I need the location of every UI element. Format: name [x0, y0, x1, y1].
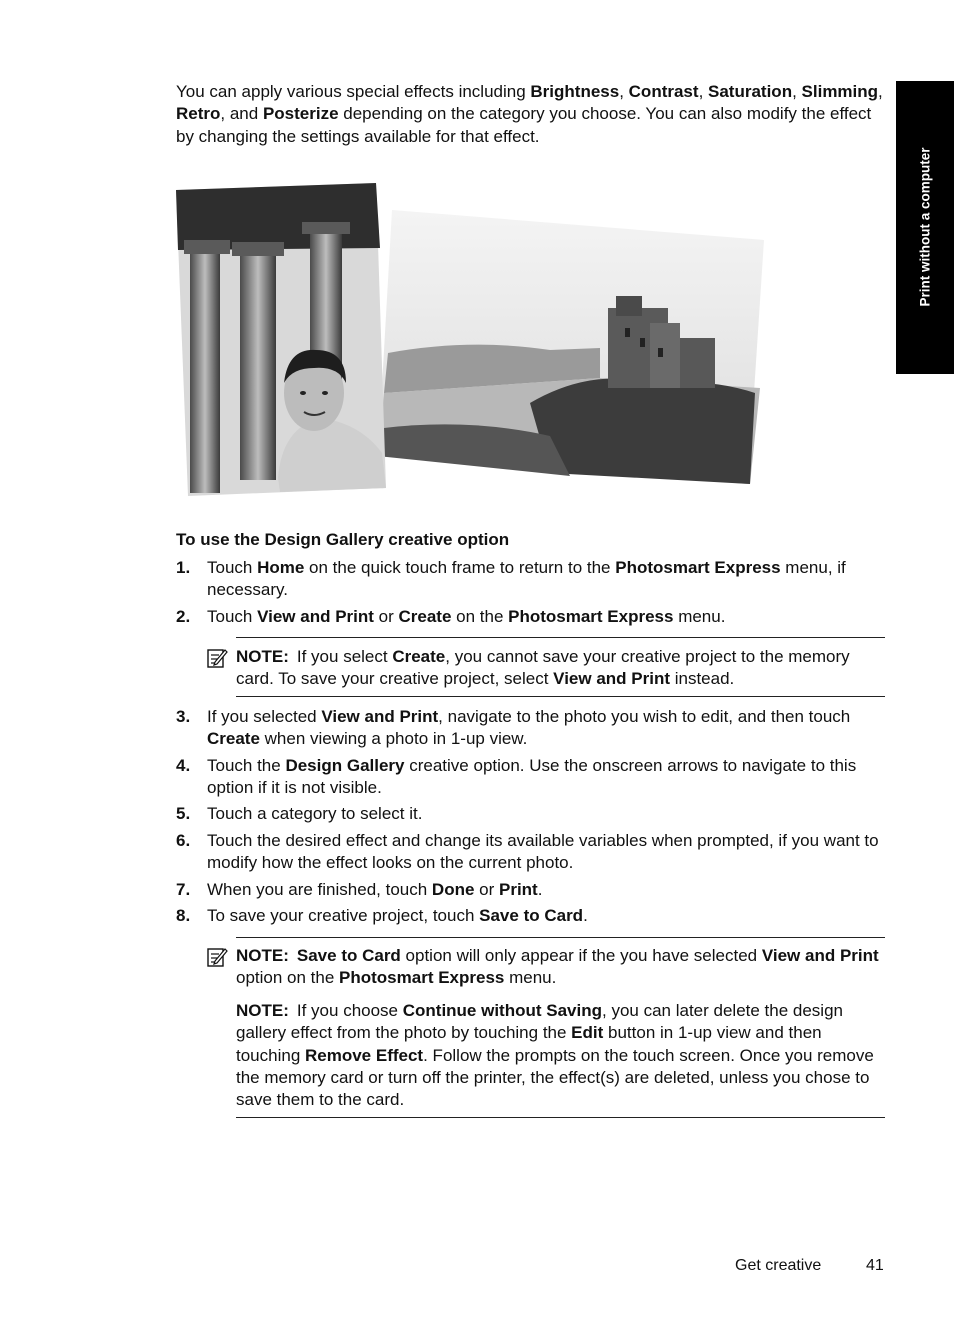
- step-8: [176, 905, 888, 927]
- note-rule-bottom: [236, 1117, 885, 1118]
- step-text: Touch Home on the quick touch frame to return to the Photosmart Express menu, if necessary.: [207, 558, 846, 600]
- note-text: NOTE: If you choose Continue without Saving, you can later delete the design gallery effect from the photo by touching the Edit button in 1-up view and then touching Remove Effect. Follow the prompts on the touch screen. Once you remove the memory card or turn off the printer, the effect(s) are deleted, unless you chose to save them to the card.: [236, 1001, 874, 1110]
- step-text: To save your creative project, touch Save to Card.: [207, 906, 588, 925]
- step-text: Touch a category to select it.: [207, 804, 423, 823]
- step-6: [176, 830, 888, 875]
- footer-page-number: 41: [866, 1257, 884, 1274]
- note-text: NOTE: If you select Create, you cannot save your creative project to the memory card. To save your creative project, select View and Print instead.: [236, 647, 850, 689]
- intro-text: depending on the category you choose. You can also modify the effect by changing the settings available for that effect.: [176, 104, 872, 146]
- intro-text: ,: [619, 82, 629, 101]
- intro-text: ,: [792, 82, 802, 101]
- step-number: 1.: [176, 558, 191, 577]
- step-number: 2.: [176, 607, 191, 626]
- intro-bold: Saturation: [708, 82, 793, 101]
- intro-bold: Brightness: [530, 82, 620, 101]
- intro-bold: Contrast: [628, 82, 699, 101]
- footer-section-title: Get creative: [735, 1257, 822, 1274]
- note-rule-top: [236, 937, 885, 938]
- intro-text: ,: [698, 82, 709, 101]
- procedure-heading: To use the Design Gallery creative option: [176, 530, 510, 549]
- step-number: 5.: [176, 804, 191, 823]
- step-number: 8.: [176, 906, 191, 925]
- step-number: 4.: [176, 756, 191, 775]
- intro-text: , and: [220, 104, 263, 124]
- note-icon: [206, 946, 228, 968]
- step-text: If you selected View and Print, navigate to the photo you wish to edit, and then touch Create when viewing a photo in 1-up view.: [207, 707, 851, 749]
- note-icon: [206, 647, 228, 669]
- step-text: When you are finished, touch Done or Print.: [207, 880, 543, 899]
- step-text: Touch the Design Gallery creative option. Use the onscreen arrows to navigate to this option if it is not visible.: [207, 756, 857, 798]
- note-rule-top: [236, 637, 885, 638]
- step-3: [176, 706, 888, 751]
- step-number: 3.: [176, 707, 191, 726]
- step-text: Touch View and Print or Create on the Photosmart Express menu.: [207, 607, 726, 626]
- step-number: 6.: [176, 831, 191, 850]
- intro-paragraph: [176, 81, 888, 148]
- columns-photo: [176, 183, 386, 496]
- step-1: [176, 557, 888, 602]
- step-number: 7.: [176, 880, 191, 899]
- intro-bold: Retro: [176, 104, 221, 124]
- step-7: [176, 879, 888, 901]
- note-rule-bottom: [236, 696, 885, 697]
- step-5: [176, 803, 888, 825]
- intro-text: You can apply various special effects including: [176, 82, 531, 101]
- intro-bold: Slimming: [801, 82, 879, 101]
- side-tab: [896, 81, 954, 374]
- step-text: Touch the desired effect and change its available variables when prompted, if you want to modify how the effect looks on the current photo.: [207, 831, 879, 873]
- intro-bold: Posterize: [262, 104, 339, 124]
- intro-text: ,: [878, 82, 883, 101]
- castle-photo: [378, 210, 764, 484]
- note-text: NOTE: Save to Card option will only appear if the you have selected View and Print option on the Photosmart Express menu.: [236, 946, 879, 988]
- step-4: [176, 755, 888, 800]
- step-2: [176, 606, 888, 628]
- example-photos: [170, 178, 770, 503]
- side-tab-label: Print without a computer: [917, 147, 933, 307]
